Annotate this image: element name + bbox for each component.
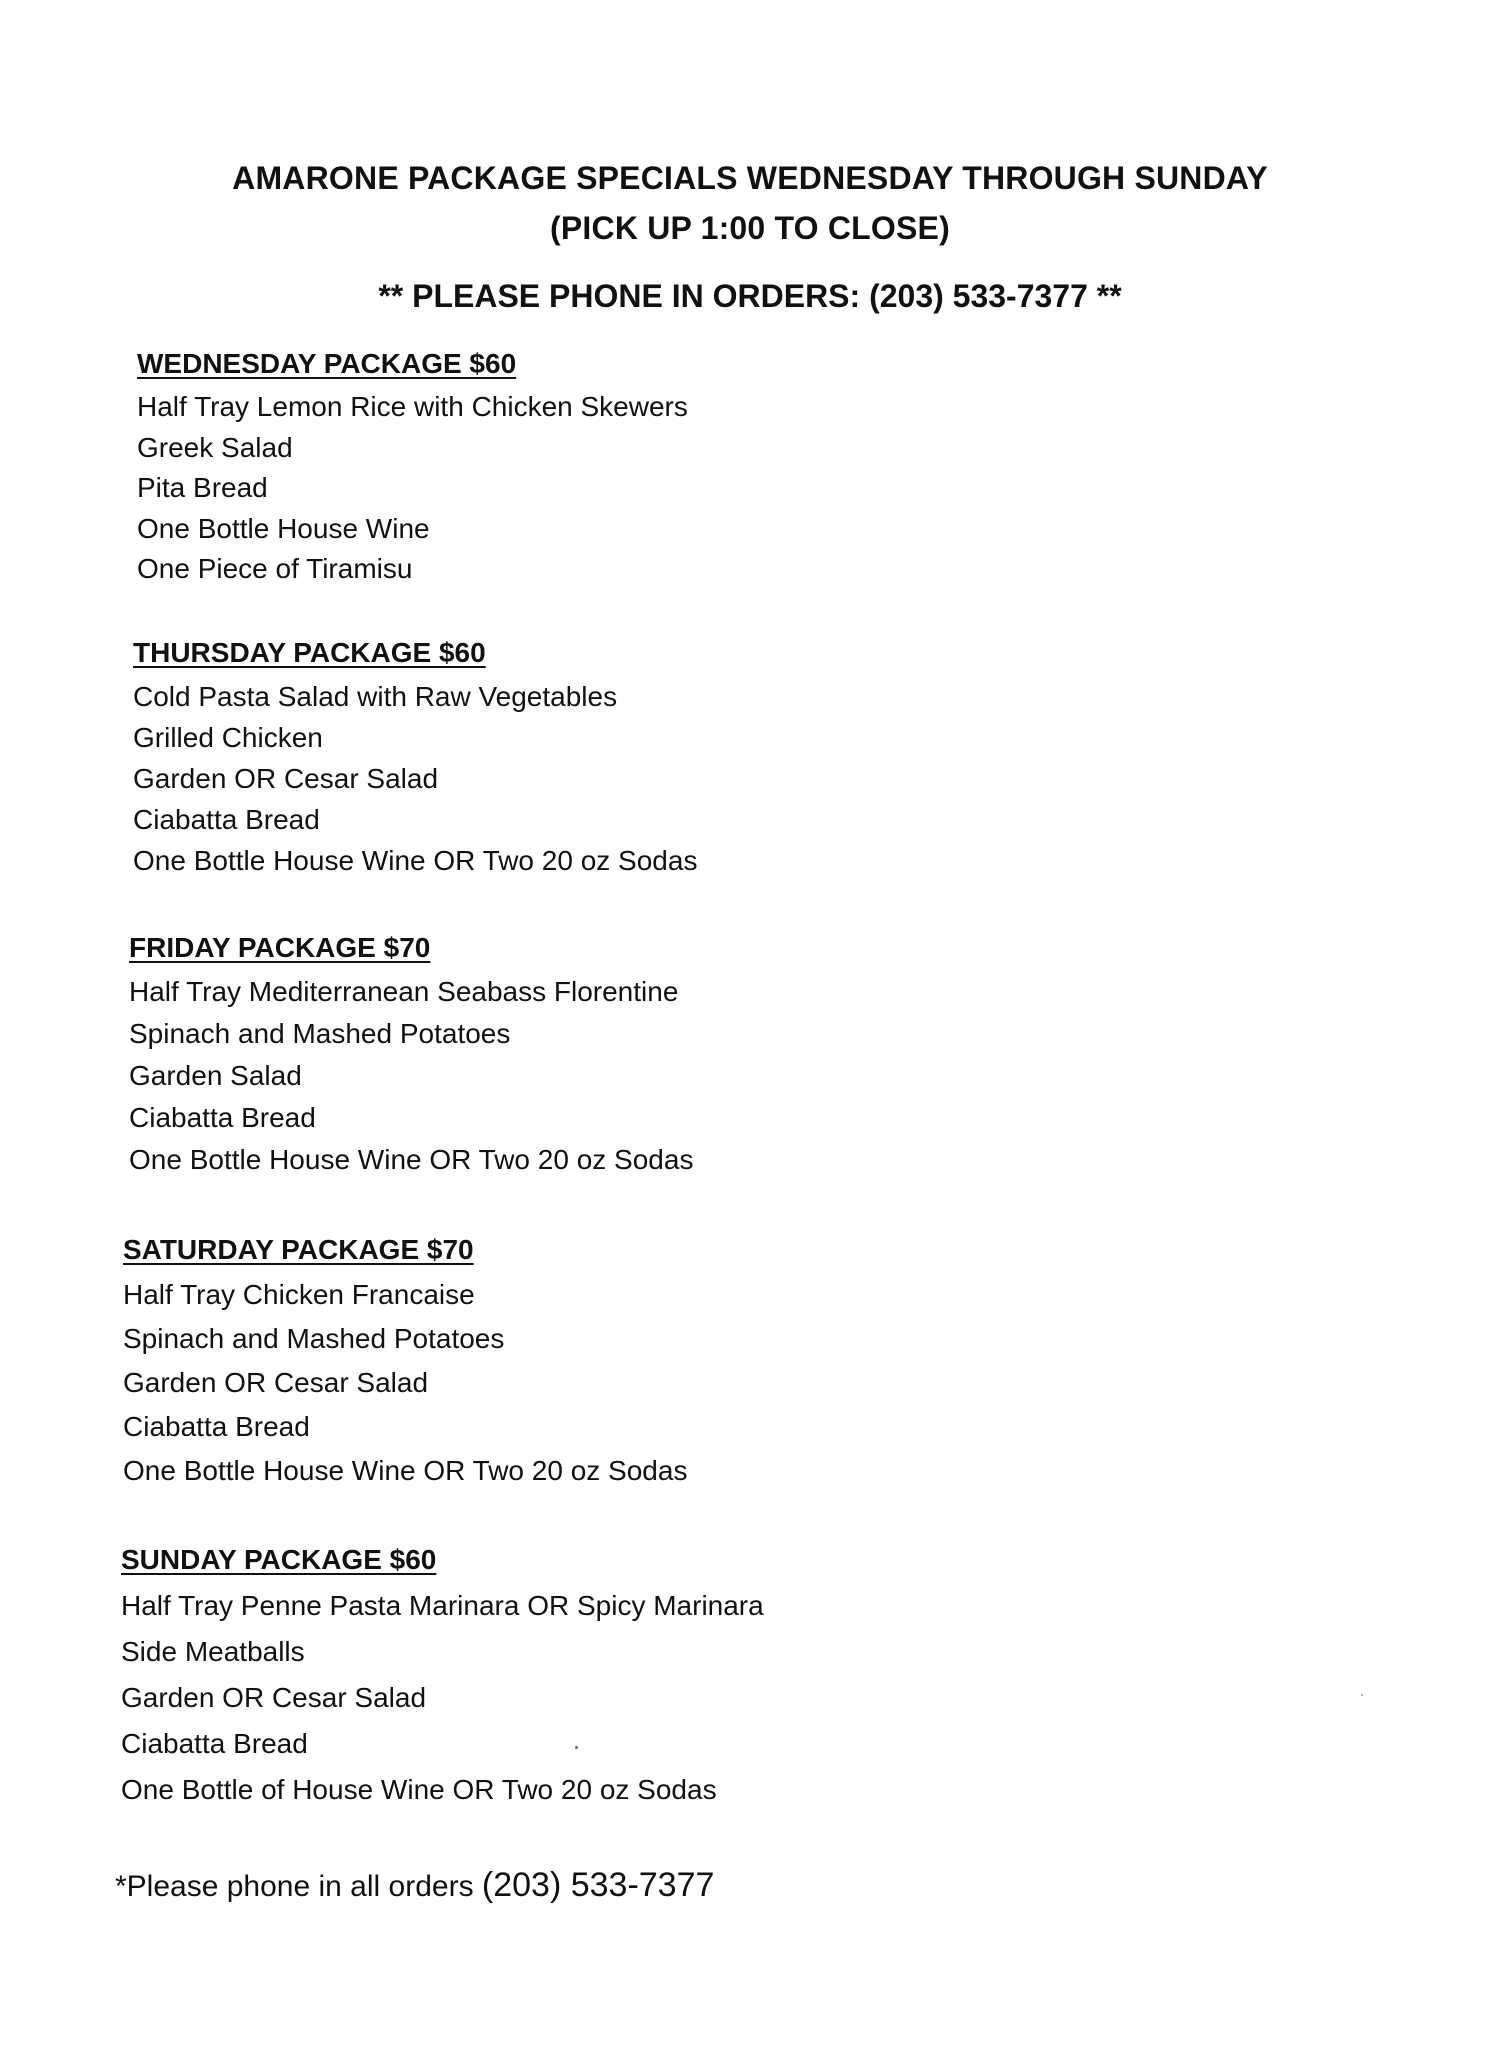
package-heading: THURSDAY PACKAGE $60 [133, 637, 486, 668]
sunday-package [121, 1543, 764, 1813]
package-item: One Bottle House Wine OR Two 20 oz Sodas [133, 845, 698, 876]
wednesday-package [137, 347, 688, 590]
package-item: One Bottle House Wine OR Two 20 oz Sodas [129, 1144, 694, 1175]
phone-notice: ** PLEASE PHONE IN ORDERS: (203) 533-7377 ** [378, 278, 1122, 314]
page-subtitle: (PICK UP 1:00 TO CLOSE) [550, 210, 950, 246]
footer-note-text: *Please phone in all orders [115, 1870, 482, 1903]
package-heading: WEDNESDAY PACKAGE $60 [137, 348, 517, 379]
package-item: One Bottle House Wine OR Two 20 oz Sodas [123, 1455, 688, 1486]
package-item: One Bottle of House Wine OR Two 20 oz Sodas [121, 1774, 717, 1805]
scan-speck [575, 1746, 578, 1749]
package-item: Garden OR Cesar Salad [121, 1682, 427, 1713]
package-item: Spinach and Mashed Potatoes [129, 1018, 511, 1049]
page-title: AMARONE PACKAGE SPECIALS WEDNESDAY THROUGH SUNDAY [232, 160, 1268, 196]
scan-speck [1361, 1694, 1363, 1696]
package-item: Garden OR Cesar Salad [133, 763, 439, 794]
package-item: Ciabatta Bread [121, 1728, 308, 1759]
package-item: One Bottle House Wine [137, 512, 430, 544]
package-item: Half Tray Chicken Francaise [123, 1279, 475, 1310]
footer-phone-number: (203) 533-7377 [481, 1866, 715, 1904]
package-item: Ciabatta Bread [123, 1411, 310, 1442]
package-item: Ciabatta Bread [129, 1102, 316, 1133]
package-item: Ciabatta Bread [133, 804, 320, 835]
package-item: Side Meatballs [121, 1636, 305, 1667]
package-item: Garden Salad [129, 1060, 302, 1091]
package-item: Pita Bread [137, 472, 268, 503]
package-item: One Piece of Tiramisu [137, 553, 413, 584]
package-item: Spinach and Mashed Potatoes [123, 1323, 505, 1354]
friday-package [129, 931, 693, 1181]
package-heading: SUNDAY PACKAGE $60 [121, 1544, 437, 1575]
package-heading: FRIDAY PACKAGE $70 [129, 932, 431, 963]
package-item: Half Tray Lemon Rice with Chicken Skewers [137, 391, 688, 422]
footer-note [115, 1866, 714, 1905]
package-item: Greek Salad [137, 431, 293, 463]
package-item: Half Tray Mediterranean Seabass Florentine [129, 976, 679, 1007]
saturday-package [123, 1233, 687, 1493]
package-item: Grilled Chicken [133, 722, 323, 753]
package-item: Cold Pasta Salad with Raw Vegetables [133, 681, 618, 712]
package-item: Half Tray Penne Pasta Marinara OR Spicy Marinara [121, 1590, 764, 1621]
thursday-package [133, 636, 697, 881]
package-item: Garden OR Cesar Salad [123, 1367, 429, 1398]
package-heading: SATURDAY PACKAGE $70 [123, 1234, 474, 1265]
